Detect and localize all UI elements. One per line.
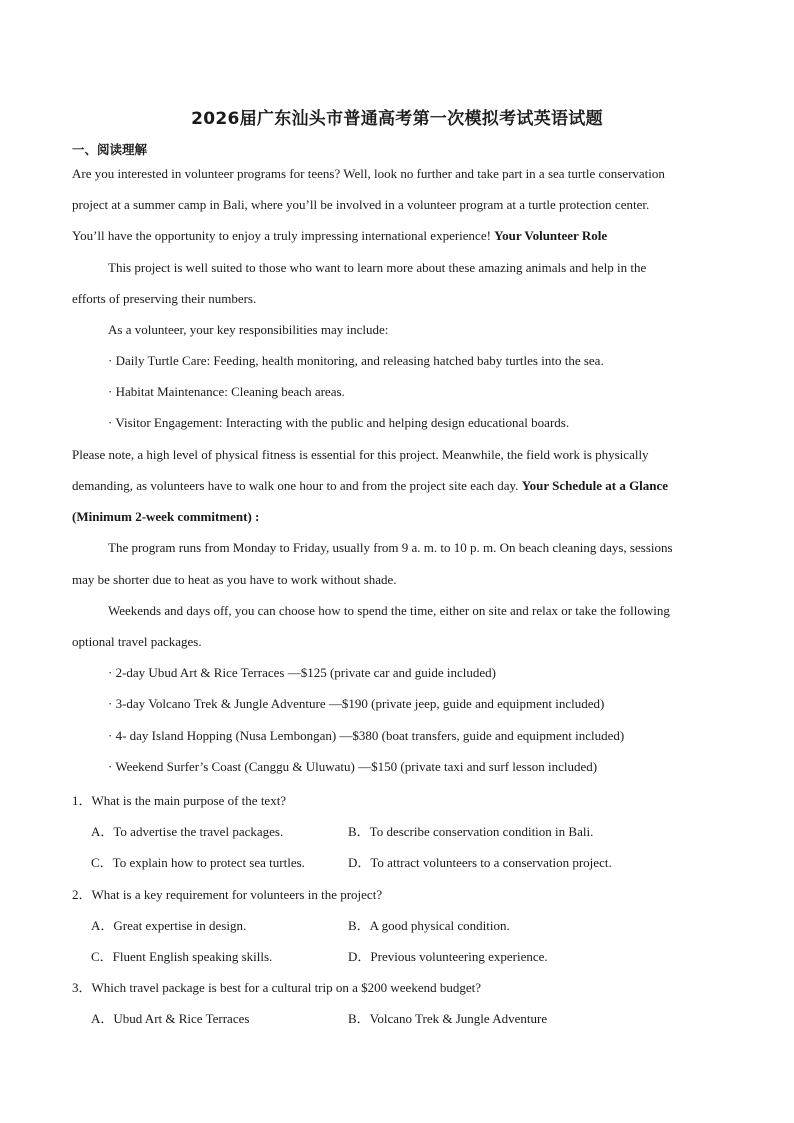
page-title: 2026届广东汕头市普通高考第一次模拟考试英语试题	[191, 109, 603, 129]
responsibility-item: · Habitat Maintenance: Cleaning beach areas.	[108, 384, 345, 399]
passage-line: optional travel packages.	[72, 634, 202, 649]
travel-package-item: · 2-day Ubud Art & Rice Terraces —$125 (private car and guide included)	[108, 665, 496, 680]
option-c: C．To explain how to protect sea turtles.	[91, 855, 305, 870]
option-a: A．Ubud Art & Rice Terraces	[91, 1011, 250, 1026]
option-b: B．Volcano Trek & Jungle Adventure	[348, 1011, 548, 1026]
option-b: B．To describe conservation condition in Bali.	[348, 824, 594, 839]
passage-text: demanding, as volunteers have to walk one hour to and from the project site each day.	[72, 478, 522, 493]
section-heading: 一、阅读理解	[72, 142, 148, 157]
passage-line: The program runs from Monday to Friday, usually from 9 a. m. to 10 p. m. On beach cleaning days, sessions	[108, 540, 673, 555]
heading-volunteer-role: Your Volunteer Role	[494, 228, 608, 243]
passage-line: Weekends and days off, you can choose how to spend the time, either on site and relax or take the following	[108, 603, 670, 618]
passage-line: As a volunteer, your key responsibilities may include:	[108, 322, 389, 337]
option-a: A．To advertise the travel packages.	[91, 824, 284, 839]
travel-package-item: · Weekend Surfer’s Coast (Canggu & Uluwatu) —$150 (private taxi and surf lesson included)	[108, 759, 598, 774]
passage-line: may be shorter due to heat as you have to work without shade.	[72, 572, 397, 587]
responsibility-item: · Daily Turtle Care: Feeding, health monitoring, and releasing hatched baby turtles into the sea.	[108, 353, 604, 368]
passage-line: This project is well suited to those who want to learn more about these amazing animals and help in the	[108, 260, 647, 275]
option-d: D．Previous volunteering experience.	[348, 949, 548, 964]
responsibility-item: · Visitor Engagement: Interacting with the public and helping design educational boards.	[108, 415, 570, 430]
question-stem: 2．What is a key requirement for volunteers in the project?	[72, 887, 383, 902]
option-d: D．To attract volunteers to a conservation project.	[348, 855, 612, 870]
question-stem: 3．Which travel package is best for a cultural trip on a $200 weekend budget?	[72, 980, 481, 995]
heading-schedule-note: (Minimum 2-week commitment) :	[72, 509, 260, 524]
option-b: B．A good physical condition.	[348, 918, 510, 933]
passage-line: efforts of preserving their numbers.	[72, 291, 257, 306]
passage-line: Are you interested in volunteer programs for teens? Well, look no further and take part in a sea turtle conservation	[72, 166, 665, 181]
passage-line	[72, 228, 607, 244]
option-c: C．Fluent English speaking skills.	[91, 949, 273, 964]
heading-schedule: Your Schedule at a Glance	[521, 478, 669, 493]
option-a: A．Great expertise in design.	[91, 918, 247, 933]
travel-package-item: · 4- day Island Hopping (Nusa Lembongan) —$380 (boat transfers, guide and equipment included)	[108, 728, 625, 743]
question-stem: 1．What is the main purpose of the text?	[72, 793, 287, 808]
passage-line	[72, 478, 668, 494]
passage-line: project at a summer camp in Bali, where you’ll be involved in a volunteer program at a turtle protection center.	[72, 197, 650, 212]
travel-package-item: · 3-day Volcano Trek & Jungle Adventure —$190 (private jeep, guide and equipment included)	[108, 696, 605, 711]
passage-text: You’ll have the opportunity to enjoy a truly impressing international experience!	[72, 228, 495, 243]
passage-line: Please note, a high level of physical fitness is essential for this project. Meanwhile, the field work is physically	[72, 447, 649, 462]
passage-line	[72, 509, 259, 525]
